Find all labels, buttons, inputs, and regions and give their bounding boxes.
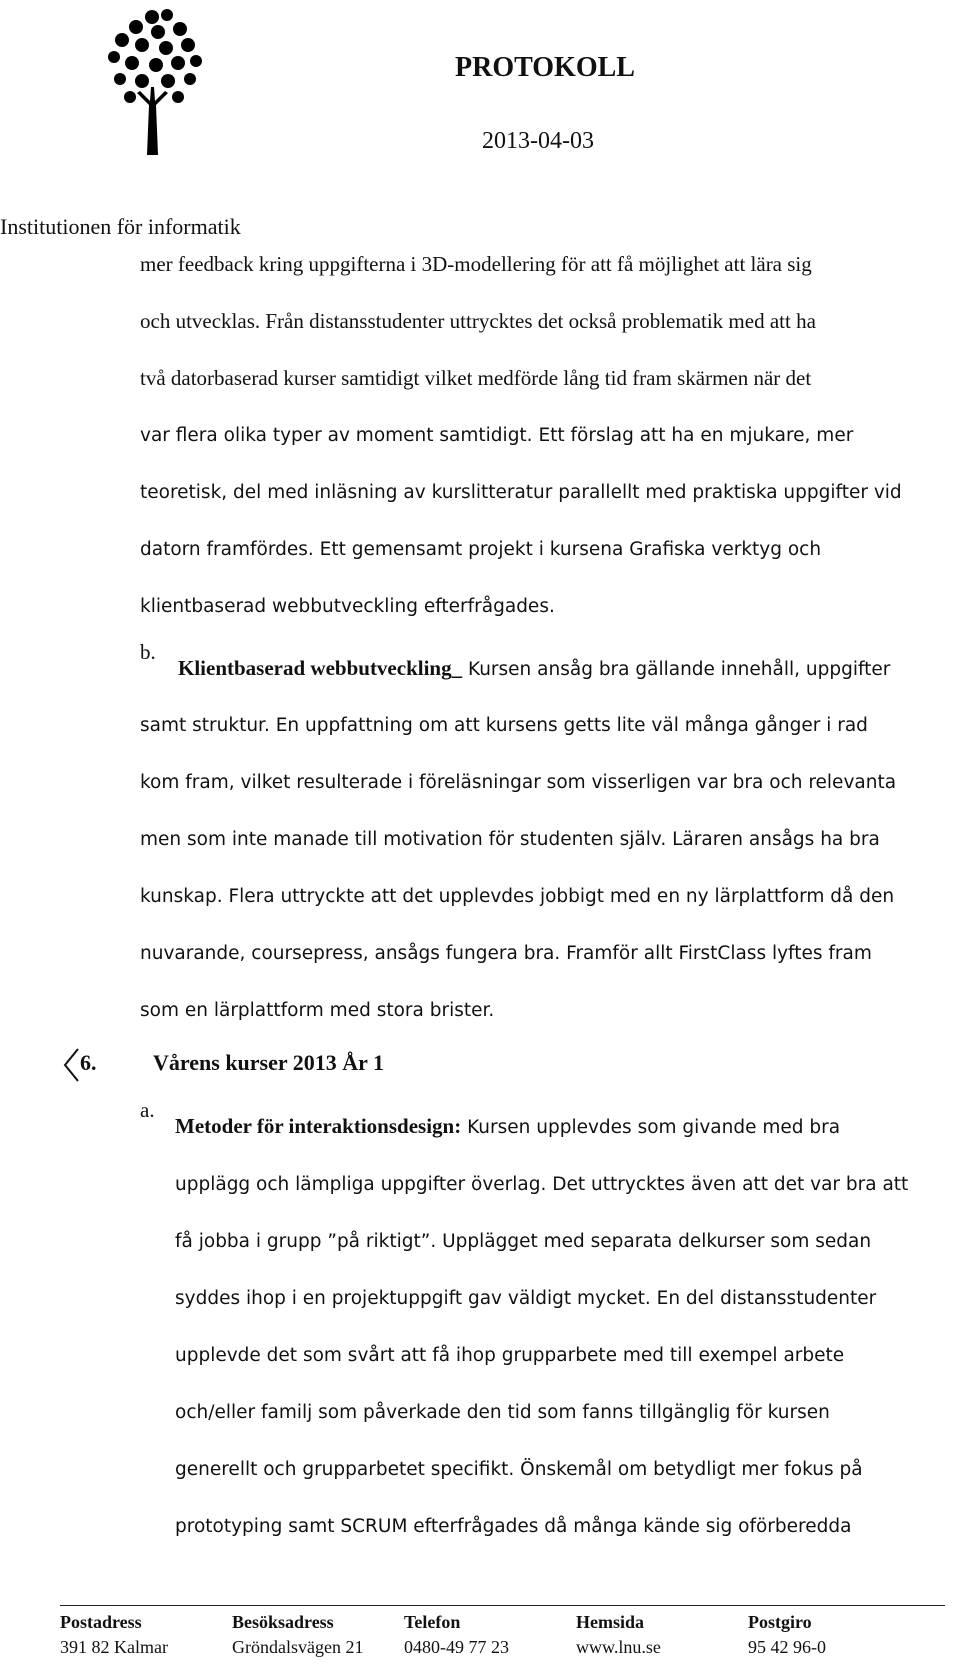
paragraph-line: [178, 640, 948, 698]
paragraph-line: prototyping samt SCRUM efterfrågades då många kände sig oförberedda: [175, 1516, 852, 1537]
footer-postadress: [60, 1612, 168, 1658]
footer-value: 95 42 96-0: [748, 1637, 826, 1657]
paragraph-line: generellt och grupparbetet specifikt. Önskemål om betydligt mer fokus på: [175, 1459, 863, 1480]
item-b-label: Klientbaserad webbutveckling_: [178, 656, 463, 680]
footer-postgiro: [748, 1612, 826, 1658]
list-marker-a: a.: [140, 1098, 155, 1122]
paragraph-line: men som inte manade till motivation för studenten själv. Läraren ansågs ha bra: [140, 829, 880, 850]
document-title: PROTOKOLL: [455, 52, 635, 83]
footer-besoksadress: [232, 1612, 363, 1658]
paragraph-line: upplevde det som svårt att få ihop grupparbete med till exempel arbete: [175, 1345, 845, 1366]
institution-name: Institutionen för informatik: [0, 214, 241, 239]
paragraph-item-b: [178, 640, 948, 698]
footer-label: Postadress: [60, 1612, 142, 1632]
footer-hemsida: [576, 1612, 661, 1658]
paragraph-line: som en lärplattform med stora brister.: [140, 1000, 495, 1021]
paragraph-line: var flera olika typer av moment samtidigt. Ett förslag att ha en mjukare, mer: [140, 425, 854, 446]
footer-label: Telefon: [404, 1612, 461, 1632]
footer-divider: [60, 1605, 945, 1606]
item-a-text: Kursen upplevdes som givande med bra: [461, 1117, 841, 1138]
paragraph-line: [175, 1098, 945, 1156]
paragraph-line: två datorbaserad kurser samtidigt vilket medförde lång tid fram skärmen när det: [140, 366, 812, 390]
paragraph-line: kunskap. Flera uttryckte att det upplevdes jobbigt med en ny lärplattform då den: [140, 886, 895, 907]
website-link[interactable]: www.lnu.se: [576, 1637, 661, 1657]
paragraph-line: få jobba i grupp ”på riktigt”. Upplägget med separata delkurser som sedan: [175, 1231, 872, 1252]
paragraph-line: nuvarande, coursepress, ansågs fungera bra. Framför allt FirstClass lyftes fram: [140, 943, 872, 964]
item-a-label: Metoder för interaktionsdesign:: [175, 1114, 462, 1138]
section-number: 6.: [80, 1050, 97, 1075]
list-marker-b: b.: [140, 640, 156, 664]
paragraph-line: upplägg och lämpliga uppgifter överlag. Det uttrycktes även att det var bra att: [175, 1174, 909, 1195]
paragraph-line: samt struktur. En uppfattning om att kursens getts lite väl många gånger i rad: [140, 715, 868, 736]
footer-label: Hemsida: [576, 1612, 645, 1632]
paragraph-line: kom fram, vilket resulterade i föreläsningar som visserligen var bra och relevanta: [140, 772, 897, 793]
paragraph-line: klientbaserad webbutveckling efterfrågades.: [140, 596, 555, 617]
paragraph-line: teoretisk, del med inläsning av kurslitteratur parallellt med praktiska uppgifter vid: [140, 482, 902, 503]
paragraph-line: datorn framfördes. Ett gemensamt projekt i kursena Grafiska verktyg och: [140, 539, 822, 560]
paragraph-line: och utvecklas. Från distansstudenter uttrycktes det också problematik med att ha: [140, 309, 816, 333]
footer-telefon: [404, 1612, 509, 1658]
paragraph-line: mer feedback kring uppgifterna i 3D-modellering för att få möjlighet att lära sig: [140, 252, 812, 276]
document-date: 2013-04-03: [482, 128, 594, 154]
item-b-text: Kursen ansåg bra gällande innehåll, uppgifter: [462, 659, 891, 680]
section-sign-icon: [60, 1045, 82, 1085]
paragraph-line: och/eller familj som påverkade den tid som fanns tillgänglig för kursen: [175, 1402, 830, 1423]
paragraph-item-a-continued: [140, 236, 940, 635]
tree-logo-icon: [100, 5, 220, 155]
footer-value: 0480-49 77 23: [404, 1637, 509, 1657]
footer-label: Besöksadress: [232, 1612, 334, 1632]
footer-value: 391 82 Kalmar: [60, 1637, 168, 1657]
footer-value: Gröndalsvägen 21: [232, 1637, 364, 1657]
footer-label: Postgiro: [748, 1612, 812, 1632]
paragraph-item-a: [175, 1098, 945, 1555]
paragraph-line: syddes ihop i en projektuppgift gav väldigt mycket. En del distansstudenter: [175, 1288, 877, 1309]
section-heading: Vårens kurser 2013 År 1: [153, 1050, 384, 1075]
paragraph-item-b-body: [140, 697, 945, 1039]
